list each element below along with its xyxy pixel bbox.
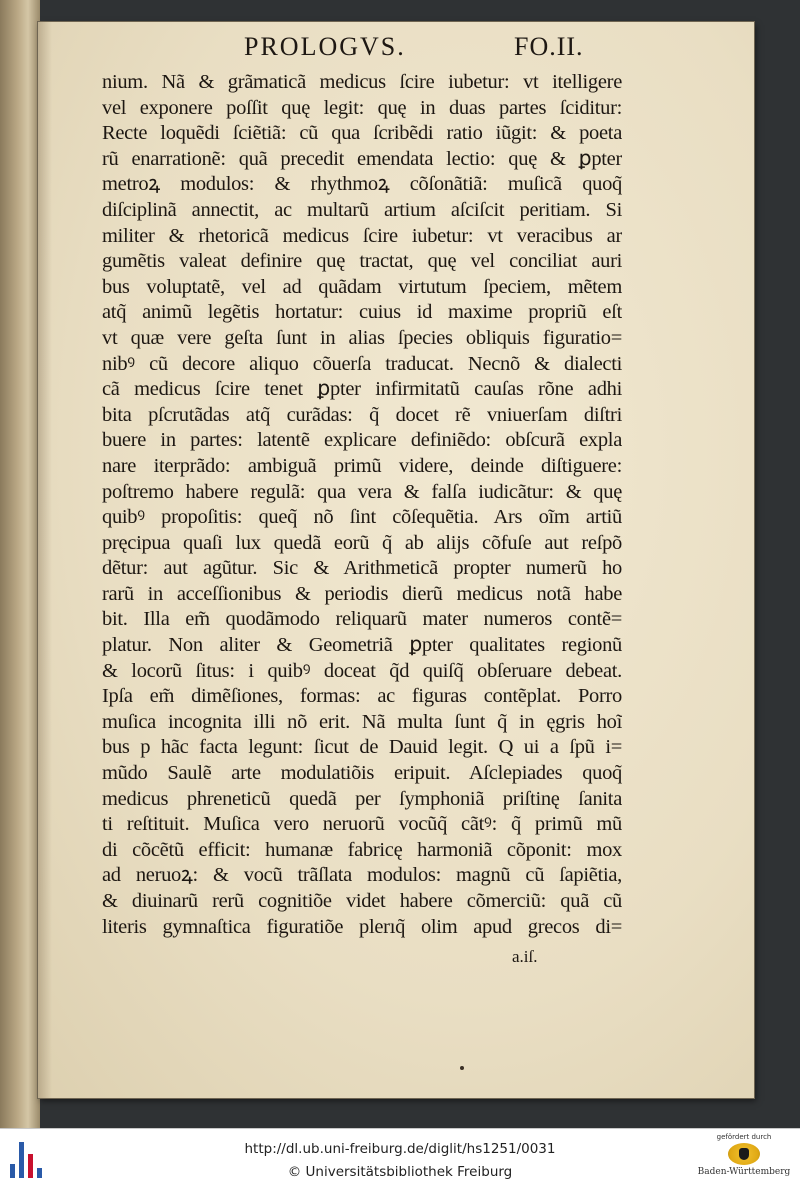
text-block [102,70,622,940]
text-line: platur. Non aliter & Geometriã ꝑpter qualitates regionũ [102,634,622,657]
text-line: metroꝝ modulos: & rhythmoꝝ cõſonãtiã: muſicã quoq̃ [102,173,622,196]
sponsor-caption: gefördert durch [716,1133,772,1141]
document-url-link[interactable]: http://dl.ub.uni-freiburg.de/diglit/hs1251/0031 [244,1141,556,1157]
ink-dot [460,1066,464,1070]
text-line: pręcipua quaſi lux quedã eorũ q̃ ab alijs cõfuſe aut reſpõ [102,531,622,554]
text-line: & diuinarũ rerũ cognitiõe videt habere cõmerciũ: quã cũ [102,890,622,912]
footer-bar [0,1128,800,1189]
text-line: medicus phreneticũ quedã per ſymphoniã priſtinę ſanita [102,787,622,810]
text-line: poſtremo habere regulã: qua vera & falſa iudicãtur: & quę [102,480,622,503]
text-line: atq̃ animũ legẽtis hortatur: cuius id maxime propriũ eſt [102,301,622,324]
text-line: cã medicus ſcire tenet ꝑpter infirmitatũ cauſas rõne adhi [102,378,622,401]
text-line: gumẽtis valeat definire quę tractat, quę vel conciliat auri [102,250,622,273]
text-line: & locorũ ſitus: i quibꝰ doceat q̃d quiſq̃ obſeruare debeat. [102,659,622,682]
text-line: di cõcẽtũ efficit: humanæ fabricę harmoniã cõponit: mox [102,838,622,861]
state-emblem-icon [728,1143,760,1165]
text-line: Recte loquẽdi ſciẽtiã: cũ qua ſcribẽdi ratio iũgit: & poeta [102,122,622,145]
text-line: rarũ in acceſſionibus & periodis dierũ medicus notã habe [102,582,622,605]
sponsor-badge[interactable] [694,1133,794,1187]
text-line: dẽtur: aut agũtur. Sic & Arithmeticã propter numerũ ho [102,557,622,580]
sponsor-name: Baden-Württemberg [697,1167,791,1177]
text-line: literis gymnaſtica figuratiõe plerıq̃ olim apud grecos di= [102,915,622,938]
text-line: quibꝰ propoſitis: queq̃ nõ ſint cõſequẽtia. Ars oĩm artiũ [102,506,622,529]
text-line: mũdo Saulẽ arte modulatiõis eripuit. Aſclepiades quoq̃ [102,762,622,785]
text-line: bit. Illa em̃ quodãmodo reliquarũ mater numeros contẽ= [102,608,622,631]
text-line: vel exponere poſſit quę legit: quę in duas partes ſciditur: [102,96,622,119]
text-line: rũ enarrationẽ: quã precedit emendata lectio: quę & ꝑpter [102,147,622,170]
copyright-notice: © Universitätsbibliothek Freiburg [287,1164,513,1180]
text-line: nium. Nã & grãmaticã medicus ſcire iubetur: vt itelligere [102,71,622,93]
running-head [38,32,754,66]
text-line: bus p hãc facta legunt: ſicut de Dauid legit. Q ui a ſpũ i= [102,736,622,759]
text-line: vt quæ vere geſta ſunt in alias ſpecies obliquis figuratio= [102,326,622,349]
text-line: diſciplinã annectit, ac multarũ artium aſciſcit peritiam. Si [102,198,622,221]
running-head-title: PROLOGVS. [244,32,406,61]
text-line: bita pſcrutãdas atq̃ curãdas: q̃ docet rẽ vniuerſam diſtri [102,403,622,426]
text-line: buere in partes: latentẽ explicare definiẽdo: obſcurã expla [102,429,622,452]
text-line: ad neruoꝝ: & vocũ trãſlata modulos: magnũ cũ ſapiẽtia, [102,864,622,887]
text-line: ti reſtituit. Muſica vero neruorũ vocũq̃ cãtꝰ: q̃ primũ mũ [102,813,622,836]
page-gutter-shadow [38,22,52,1098]
text-line: Ipſa em̃ dimẽſiones, formas: ac figuras contẽplat. Porro [102,685,622,708]
text-line: muſica incognita illi nõ erit. Nã multa ſunt q̃ in ęgris hoĩ [102,710,622,733]
folio-number: FO.II. [514,32,584,61]
text-line: nibꝰ cũ decore aliquo cõuerſa traducat. Necnõ & dialecti [102,352,622,375]
text-line: nare iterprãdo: ambiguã primũ videre, deinde diſtiguere: [102,454,622,477]
text-line: bus voluptatẽ, vel ad quãdam virtutum ſpeciem, mẽtem [102,275,622,298]
signature-mark: a.iſ. [512,947,538,966]
book-spine [0,0,40,1128]
text-line: militer & rhetoricã medicus ſcire iubetur: vt veracibus ar [102,224,622,247]
book-page [38,22,754,1098]
